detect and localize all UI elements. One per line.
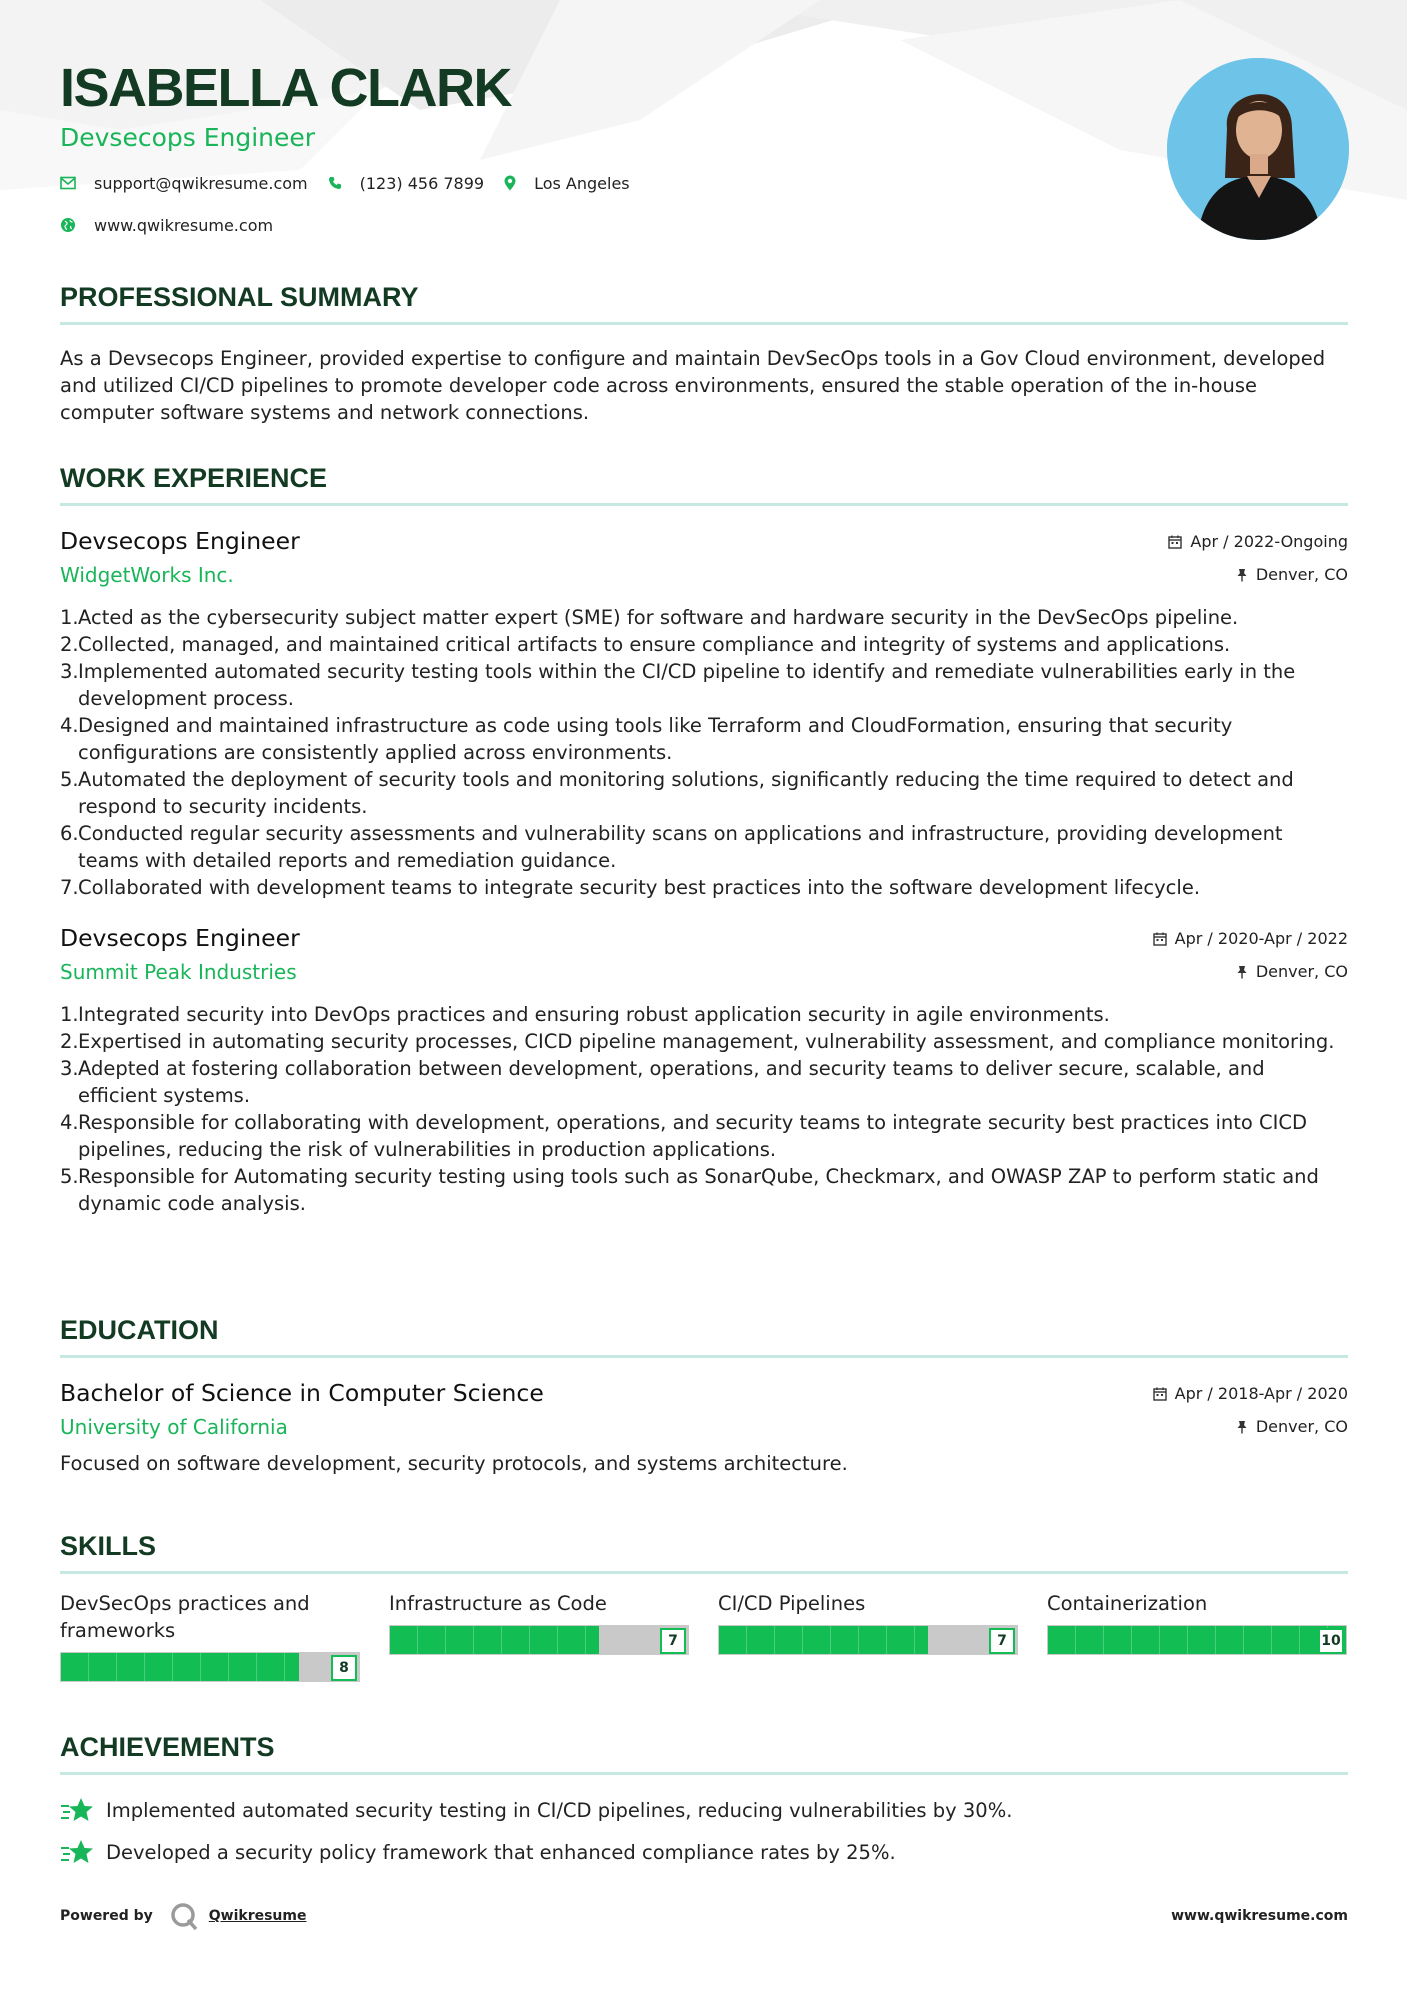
envelope-icon [60,176,76,190]
skill-bar-fill [61,1653,299,1681]
education-header [60,1378,1348,1444]
avatar [1167,58,1349,240]
skills-section [60,1529,1348,1710]
summary-section [60,280,1348,426]
skill-name: Infrastructure as Code [389,1592,607,1615]
education-date-text: Apr / 2018-Apr / 2020 [1174,1384,1348,1403]
section-divider [60,1571,1348,1574]
pushpin-icon [1236,965,1248,979]
skill-level: 8 [331,1655,357,1681]
summary-heading: PROFESSIONAL SUMMARY [60,282,419,312]
achievements-list [60,1789,1348,1873]
skill-name: Containerization [1047,1592,1208,1615]
job-location-text: Denver, CO [1255,565,1348,584]
skill-bar-fill [390,1626,599,1654]
list-item: 4. Responsible for collaborating with development, operations, and security teams to integrate security best practices into CICD pipelines, reducing the risk of vulnerabilities in production applications. [60,1111,1308,1161]
education-section [60,1313,1348,1477]
profile-photo [1167,58,1349,240]
globe-icon [60,217,76,233]
skill-bar-track [389,1625,689,1655]
education-description: Focused on software development, security protocols, and systems architecture. [60,1452,848,1475]
job-location-text: Denver, CO [1255,962,1348,981]
skill-item [718,1590,1018,1710]
contact-row [60,172,1120,194]
education-heading: EDUCATION [60,1315,219,1345]
achievements-section [60,1730,1348,1873]
job-entry [60,526,1348,901]
contact-location [504,174,630,193]
skill-bar-track [60,1652,360,1682]
experience-section [60,461,1348,1217]
skill-bar-fill [719,1626,928,1654]
powered-by-label: Powered by [60,1908,153,1924]
skill-item [1047,1590,1347,1710]
job-title: Devsecops Engineer [60,527,300,555]
education-date [1153,1384,1348,1404]
skills-grid [60,1590,1348,1710]
job-date [1153,929,1348,949]
list-item: 5. Responsible for Automating security testing using tools such as SonarQube, Checkmarx, and OWASP ZAP to perform static and dynamic code analysis. [60,1165,1319,1215]
skill-bar-track [718,1625,1018,1655]
qwikresume-logo-icon [169,1901,199,1931]
star-badge-icon [60,1796,94,1824]
section-divider [60,503,1348,506]
job-entry [60,923,1348,1217]
summary-text: As a Devsecops Engineer, provided expertise to configure and maintain DevSecOps tools in a Gov Cloud environment, developed and utilized CI/CD pipelines to promote developer code across environments, ensured the stable operation of the in-house computer software systems and network connections. [60,347,1326,424]
skill-item [389,1590,689,1710]
job-company: WidgetWorks Inc. [60,563,234,587]
experience-heading: WORK EXPERIENCE [60,463,328,493]
job-date [1168,532,1348,552]
list-item: 1. Integrated security into DevOps practices and ensuring robust application security in agile environments. [60,1003,1110,1026]
contact-website[interactable] [60,216,273,235]
email-text: support@qwikresume.com [94,173,308,193]
calendar-icon [1153,932,1167,946]
section-divider [60,1772,1348,1775]
job-bullets [60,604,1348,901]
list-item: 6. Conducted regular security assessments and vulnerability scans on applications and infrastructure, providing development teams with detailed reports and remediation guidance. [60,822,1283,872]
achievement-item [60,1789,1348,1831]
brand-link[interactable]: Qwikresume [208,1908,307,1924]
candidate-title: Devsecops Engineer [60,123,316,152]
achievements-heading: ACHIEVEMENTS [60,1732,275,1762]
contact-phone[interactable] [328,174,484,193]
list-item: 7. Collaborated with development teams to integrate security best practices into the software development lifecycle. [60,876,1201,899]
list-item: 3. Implemented automated security testing tools within the CI/CD pipeline to identify and remediate vulnerabilities early in the development process. [60,660,1296,710]
skill-bar [389,1625,689,1655]
job-bullets [60,1001,1348,1217]
job-header [60,923,1348,989]
phone-icon [328,176,342,190]
school-name: University of California [60,1415,288,1439]
education-location [1236,1417,1348,1437]
skill-level: 7 [660,1628,686,1654]
section-divider [60,1355,1348,1358]
website-text: www.qwikresume.com [94,215,274,235]
job-company: Summit Peak Industries [60,960,297,984]
achievement-text: Implemented automated security testing in CI/CD pipelines, reducing vulnerabilities by 30%. [106,1798,1013,1822]
phone-text: (123) 456 7899 [359,173,485,193]
skill-bar [1047,1625,1347,1655]
degree-title: Bachelor of Science in Computer Science [60,1379,544,1407]
skill-bar-track [1047,1625,1347,1655]
job-date-text: Apr / 2020-Apr / 2022 [1174,929,1348,948]
job-location [1236,962,1348,982]
skill-bar [718,1625,1018,1655]
location-text: Los Angeles [534,173,630,193]
contact-email[interactable] [60,174,308,193]
footer-website-link[interactable]: www.qwikresume.com [1171,1908,1348,1924]
job-title: Devsecops Engineer [60,924,300,952]
skill-name: DevSecOps practices and frameworks [60,1592,310,1642]
education-location-text: Denver, CO [1255,1417,1348,1436]
achievement-text: Developed a security policy framework that enhanced compliance rates by 25%. [106,1840,896,1864]
star-badge-icon [60,1838,94,1866]
job-header [60,526,1348,592]
skills-heading: SKILLS [60,1531,157,1561]
calendar-icon [1168,535,1182,549]
skill-level: 7 [989,1628,1015,1654]
contact-row-2 [60,214,1120,236]
achievement-item [60,1831,1348,1873]
skill-bar [60,1652,360,1682]
calendar-icon [1153,1387,1167,1401]
list-item: 2. Collected, managed, and maintained critical artifacts to ensure compliance and integrity of systems and applications. [60,633,1231,656]
list-item: 5. Automated the deployment of security tools and monitoring solutions, significantly reducing the time required to detect and respond to security incidents. [60,768,1294,818]
job-date-text: Apr / 2022-Ongoing [1190,532,1348,551]
map-pin-icon [504,175,516,191]
education-entry [60,1378,1348,1477]
skill-bar-fill [1048,1626,1346,1654]
resume-header [60,58,1120,236]
list-item: 4. Designed and maintained infrastructure as code using tools like Terraform and CloudFormation, ensuring that security configurations are consistently applied across environments. [60,714,1233,764]
pushpin-icon [1236,1420,1248,1434]
pushpin-icon [1236,568,1248,582]
skill-level: 10 [1318,1628,1344,1654]
list-item: 3. Adepted at fostering collaboration between development, operations, and security teams to deliver secure, scalable, and efficient systems. [60,1057,1265,1107]
skill-item [60,1590,360,1710]
candidate-name: ISABELLA CLARK [60,58,511,118]
job-location [1236,565,1348,585]
section-divider [60,322,1348,325]
list-item: 1. Acted as the cybersecurity subject matter expert (SME) for software and hardware security in the DevSecOps pipeline. [60,606,1239,629]
page-footer [60,1900,1348,1932]
skill-name: CI/CD Pipelines [718,1592,866,1615]
list-item: 2. Expertised in automating security processes, CICD pipeline management, vulnerability assessment, and compliance monitoring. [60,1030,1335,1053]
